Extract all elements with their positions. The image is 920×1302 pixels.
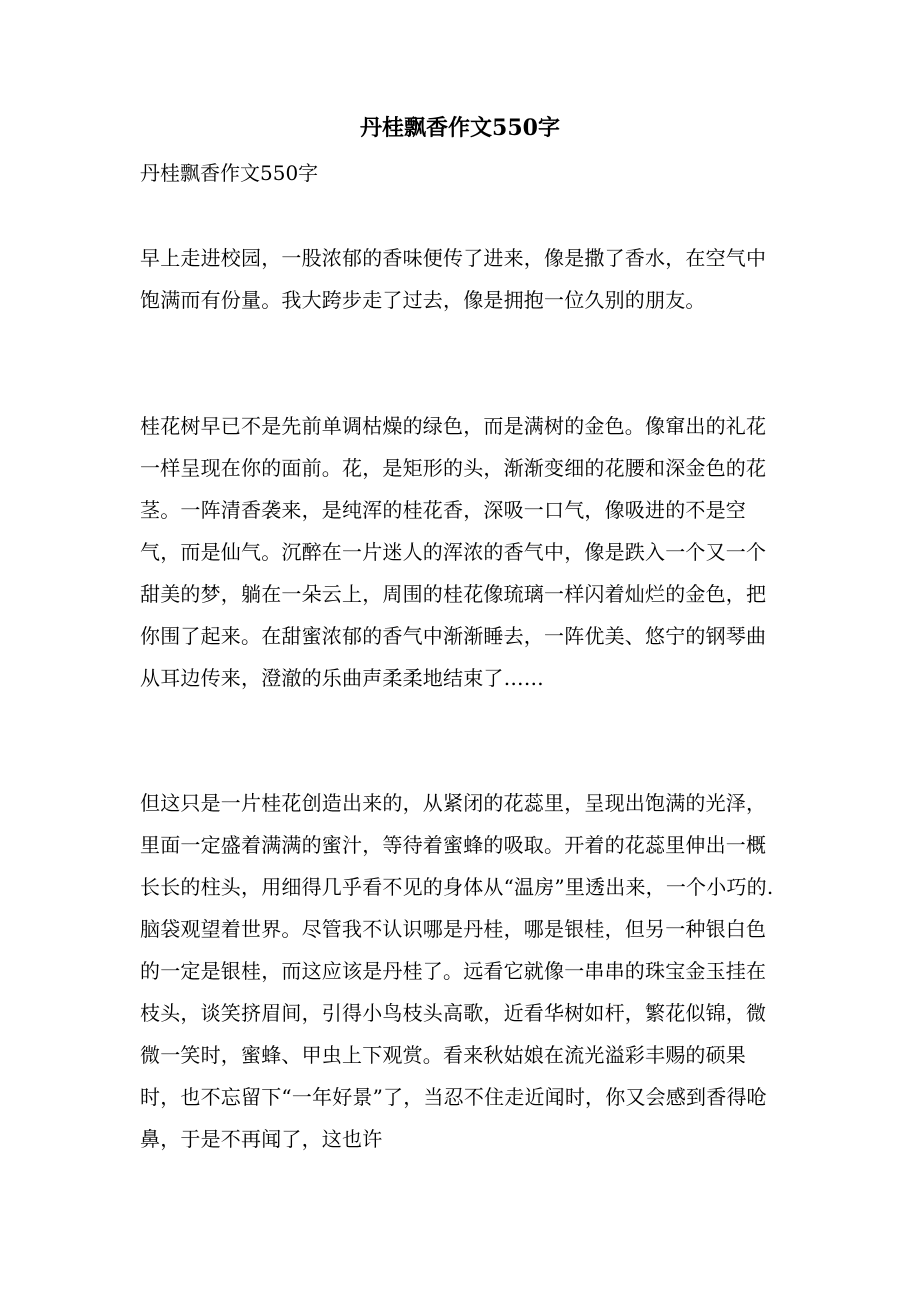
paragraph-3: 但这只是一片桂花创造出来的，从紧闭的花蕊里，呈现出饱满的光泽，里面一定盛着满满的蜜汁，等待着蜜蜂的吸取。开着的花蕊里伸出一概长长的柱头，用细得几乎看不见的身体从“温房”里透出来，一个小巧的.脑袋观望着世界。尽管我不认识哪是丹桂，哪是银桂，但另一种银白色的一定是银桂，而这应该是丹桂了。远看它就像一串串的珠宝金玉挂在枝头，谈笑挤眉间，引得小鸟枝头高歌，近看华树如杆，繁花似锦，微微一笑时，蜜蜂、甲虫上下观赏。看来秋姑娘在流光溢彩丰赐的硕果时，也不忘留下“一年好景”了，当忍不住走近闻时，你又会感到香得呛鼻，于是不再闻了，这也许 (140, 791, 774, 1151)
document-title: 丹桂飘香作文550字 (360, 115, 560, 141)
paragraph-1: 早上走进校园，一股浓郁的香味便传了进来，像是撒了香水，在空气中饱满而有份量。我大跨步走了过去，像是拥抱一位久别的朋友。 (140, 246, 767, 312)
document-subtitle: 丹桂飘香作文550字 (140, 161, 319, 185)
paragraph-2: 桂花树早已不是先前单调枯燥的绿色，而是满树的金色。像窜出的礼花一样呈现在你的面前。花，是矩形的头，渐渐变细的花腰和深金色的花茎。一阵清香袭来，是纯浑的桂花香，深吸一口气，像吸进的不是空气，而是仙气。沉醉在一片迷人的浑浓的香气中，像是跌入一个又一个甜美的梦，躺在一朵云上，周围的桂花像琉璃一样闪着灿烂的金色，把你围了起来。在甜蜜浓郁的香气中渐渐睡去，一阵优美、悠宁的钢琴曲从耳边传来，澄澈的乐曲声柔柔地结束了…… (140, 414, 767, 690)
